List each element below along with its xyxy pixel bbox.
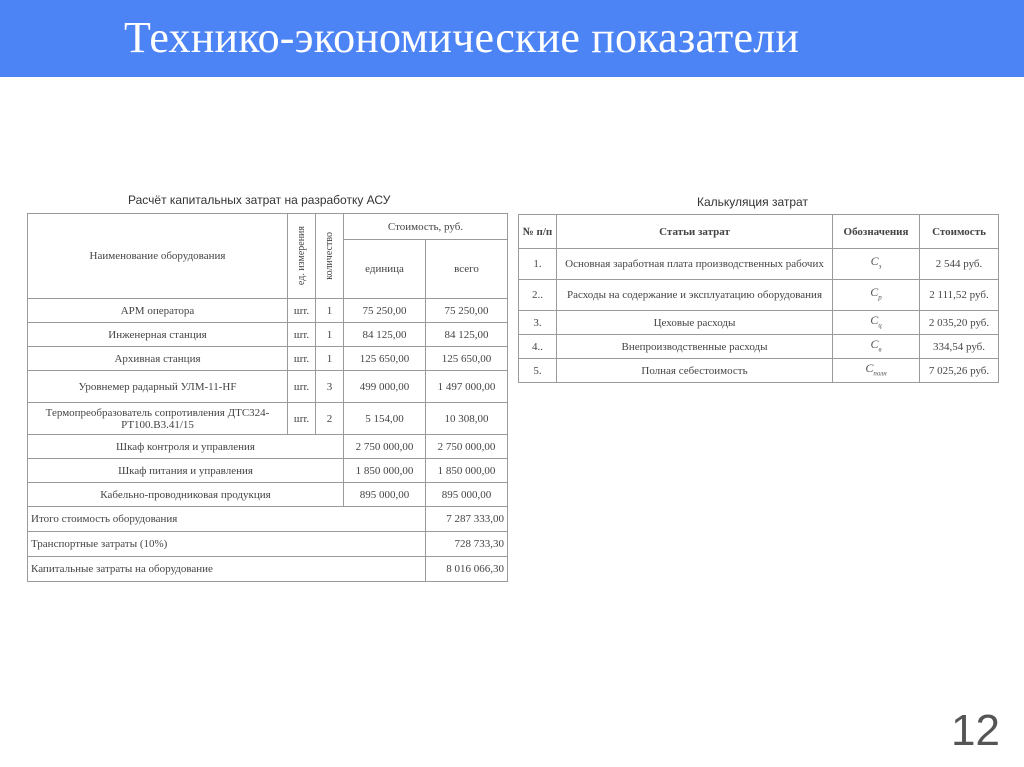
designation-cell [833,335,920,359]
total-cost-cell: 84 125,00 [426,323,508,347]
table-row [28,483,508,507]
cost-symbol: $C_з$ [870,254,882,271]
summary-row [28,532,508,557]
table-header-row [519,215,999,249]
table-header-row [28,214,508,240]
title-bar [0,0,1024,77]
cost-value: 334,54 руб. [920,335,999,359]
cost-value: 7 025,26 руб. [920,359,999,383]
cost-item: Внепроизводственные расходы [557,335,833,359]
unit-price-cell: 895 000,00 [344,483,426,507]
equipment-name: Термопреобразователь сопротивления ДТС324- РТ100.В3.41/15 [28,403,288,435]
table-row [519,249,999,280]
unit-cell: шт. [288,323,316,347]
table-row [28,435,508,459]
summary-value: 7 287 333,00 [426,507,508,532]
table-row [519,335,999,359]
table-row [28,371,508,403]
total-cost-cell: 125 650,00 [426,347,508,371]
cost-item: Основная заработная плата производственных рабочих [557,249,833,280]
equipment-name: Инженерная станция [28,323,288,347]
table-row [519,311,999,335]
summary-row [28,557,508,582]
unit-price-cell: 84 125,00 [344,323,426,347]
table-row [28,459,508,483]
header-qty: количество [316,214,344,299]
row-number: 3. [519,311,557,335]
table-row [28,299,508,323]
header-item: Статьи затрат [557,215,833,249]
equipment-name: Шкаф контроля и управления [28,435,344,459]
cost-symbol: $C_в$ [870,336,882,354]
costing-table-caption: Калькуляция затрат [697,195,808,209]
unit-price-cell: 75 250,00 [344,299,426,323]
total-cost-cell: 10 308,00 [426,403,508,435]
page-number: 12 [951,706,1000,755]
qty-cell: 2 [316,403,344,435]
unit-cell: шт. [288,371,316,403]
unit-price-cell: 2 750 000,00 [344,435,426,459]
costing-table [518,214,999,383]
equipment-name: Шкаф питания и управления [28,459,344,483]
total-cost-cell: 1 850 000,00 [426,459,508,483]
designation-cell [833,311,920,335]
cost-value: 2 111,52 руб. [920,280,999,311]
header-name: Наименование оборудования [28,214,288,299]
header-designation: Обозначения [833,215,920,249]
designation-cell [833,280,920,311]
header-num: № п/п [519,215,557,249]
row-number: 2.. [519,280,557,311]
cost-value: 2 035,20 руб. [920,311,999,335]
equipment-name: Кабельно-проводниковая продукция [28,483,344,507]
table-row [519,359,999,383]
table-row [28,347,508,371]
header-per-unit: единица [344,240,426,299]
header-total: всего [426,240,508,299]
unit-price-cell: 499 000,00 [344,371,426,403]
capital-cost-table [27,213,508,582]
summary-row [28,507,508,532]
header-cost: Стоимость, руб. [344,214,508,240]
cost-item: Расходы на содержание и эксплуатацию оборудования [557,280,833,311]
total-cost-cell: 2 750 000,00 [426,435,508,459]
cost-symbol: $C_{полн}$ [865,360,887,378]
designation-cell [833,249,920,280]
row-number: 1. [519,249,557,280]
total-cost-cell: 895 000,00 [426,483,508,507]
designation-cell [833,359,920,383]
slide-title: Технико-экономические показатели [124,13,800,62]
cost-item: Полная себестоимость [557,359,833,383]
qty-cell: 3 [316,371,344,403]
qty-cell: 1 [316,347,344,371]
summary-label: Транспортные затраты (10%) [28,532,426,557]
equipment-name: АРМ оператора [28,299,288,323]
table-row [28,403,508,435]
header-unit: ед. измерения [288,214,316,299]
qty-cell: 1 [316,323,344,347]
row-number: 4.. [519,335,557,359]
capital-table-caption: Расчёт капитальных затрат на разработку АСУ [128,193,391,207]
equipment-name: Уровнемер радарный УЛМ-11-HF [28,371,288,403]
unit-cell: шт. [288,299,316,323]
equipment-name: Архивная станция [28,347,288,371]
cost-value: 2 544 руб. [920,249,999,280]
unit-price-cell: 125 650,00 [344,347,426,371]
header-cost: Стоимость [920,215,999,249]
unit-cell: шт. [288,347,316,371]
cost-symbol: $C_ц$ [870,312,882,330]
total-cost-cell: 1 497 000,00 [426,371,508,403]
unit-price-cell: 1 850 000,00 [344,459,426,483]
cost-item: Цеховые расходы [557,311,833,335]
row-number: 5. [519,359,557,383]
total-cost-cell: 75 250,00 [426,299,508,323]
table-row [519,280,999,311]
summary-label: Капитальные затраты на оборудование [28,557,426,582]
cost-symbol: $C_р$ [870,285,882,302]
unit-cell: шт. [288,403,316,435]
qty-cell: 1 [316,299,344,323]
summary-label: Итого стоимость оборудования [28,507,426,532]
unit-price-cell: 5 154,00 [344,403,426,435]
summary-value: 728 733,30 [426,532,508,557]
table-row [28,323,508,347]
summary-value: 8 016 066,30 [426,557,508,582]
